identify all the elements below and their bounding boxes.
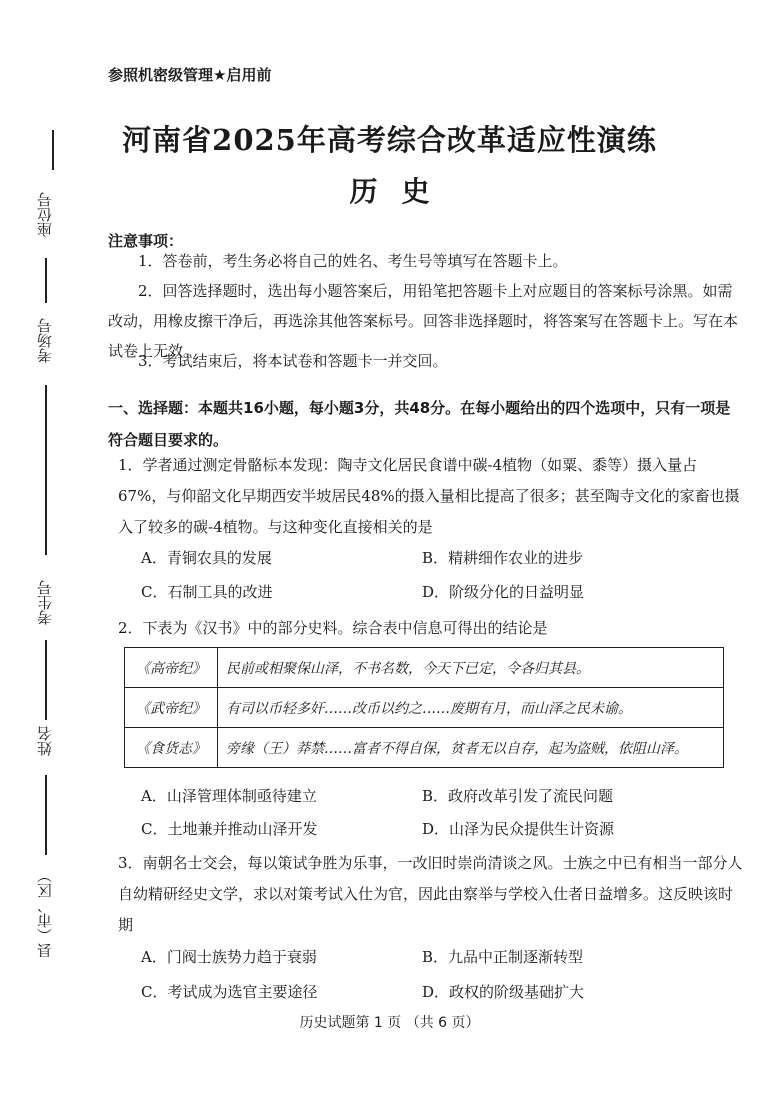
county-label: 县（市、区） (36, 868, 54, 958)
question-1-option-b: B．精耕细作农业的进步 (422, 549, 584, 567)
question-1-option-c: C．石制工具的改进 (141, 583, 273, 601)
margin-line (52, 130, 54, 170)
question-3-stem: 3．南朝名士交会，每以策试争胜为乐事，一改旧时崇尚清谈之风。士族之中已有相当一部分人自幼精研经史文学，求以对策考试入仕为官，因此由察举与学校入仕者日益增多。这反映该时期 (118, 854, 743, 934)
table-source-cell: 《高帝纪》 (125, 648, 218, 688)
table-row (125, 648, 724, 688)
table-text-cell: 旁缘（王）莽禁……富者不得自保，贫者无以自存，起为盗贼，依阻山泽。 (218, 728, 724, 768)
margin-line (45, 775, 47, 855)
question-3-option-d: D．政权的阶级基础扩大 (422, 983, 585, 1001)
margin-line (45, 385, 47, 555)
question-3-option-a: A．门阀士族势力趋于衰弱 (141, 948, 317, 966)
section-heading: 一、选择题：本题共16小题，每小题3分，共48分。在每小题给出的四个选项中，只有一项是符合题目要求的。 (108, 399, 731, 449)
page-footer: 历史试题第 1 页 （共 6 页） (299, 1015, 480, 1031)
table-row (125, 688, 724, 728)
margin-line (45, 640, 47, 720)
exam-room-label: 考场号 (36, 318, 54, 363)
notice-title: 注意事项： (108, 232, 184, 250)
question-3-option-b: B．九品中正制逐渐转型 (422, 948, 584, 966)
source-table (124, 647, 724, 768)
notice-item-3: 3．考试结束后，将本试卷和答题卡一并交回。 (138, 352, 448, 370)
seat-number-label: 座位号 (36, 192, 54, 237)
margin-line (45, 258, 47, 303)
notice-item-2: 2．回答选择题时，选出每小题答案后，用铅笔把答题卡上对应题目的答案标号涂黑。如需改动，用橡皮擦干净后，再选涂其他答案标号。回答非选择题时，将答案写在答题卡上。写在本试卷上无效。 (108, 282, 739, 360)
question-1-option-d: D．阶级分化的日益明显 (422, 583, 585, 601)
question-2-option-d: D．山泽为民众提供生计资源 (422, 820, 615, 838)
question-1-stem: 1．学者通过测定骨骼标本发现：陶寺文化居民食谱中碳-4植物（如粟、黍等）摄入量占67%，与仰韶文化早期西安半坡居民48%的摄入量相比提高了很多；甚至陶寺文化的家畜也摄入了较多的碳-4植物。与这种变化直接相关的是 (118, 456, 740, 536)
question-2-option-c: C．土地兼并推动山泽开发 (141, 820, 318, 838)
name-label: 姓名 (36, 726, 54, 756)
confidentiality-label: 参照机密级管理★启用前 (108, 66, 272, 84)
table-text-cell: 有司以币轻多奸……改币以约之……废期有月，而山泽之民未谕。 (218, 688, 724, 728)
student-number-label: 考生号 (36, 580, 54, 625)
table-row (125, 728, 724, 768)
table-source-cell: 《武帝纪》 (125, 688, 218, 728)
question-2-stem: 2．下表为《汉书》中的部分史料。综合表中信息可得出的结论是 (118, 619, 548, 637)
question-3-option-c: C．考试成为选官主要途径 (141, 983, 318, 1001)
exam-title: 河南省2025年高考综合改革适应性演练 (122, 123, 657, 157)
table-source-cell: 《食货志》 (125, 728, 218, 768)
question-2-option-a: A．山泽管理体制亟待建立 (141, 787, 317, 805)
notice-item-1: 1．答卷前，考生务必将自己的姓名、考生号等填写在答题卡上。 (138, 252, 568, 270)
subject-title: 历史 (349, 175, 454, 208)
question-1-option-a: A．青铜农具的发展 (141, 549, 272, 567)
table-text-cell: 民前或相聚保山泽，不书名数，今天下已定，令各归其县。 (218, 648, 724, 688)
question-2-option-b: B．政府改革引发了流民问题 (422, 787, 614, 805)
